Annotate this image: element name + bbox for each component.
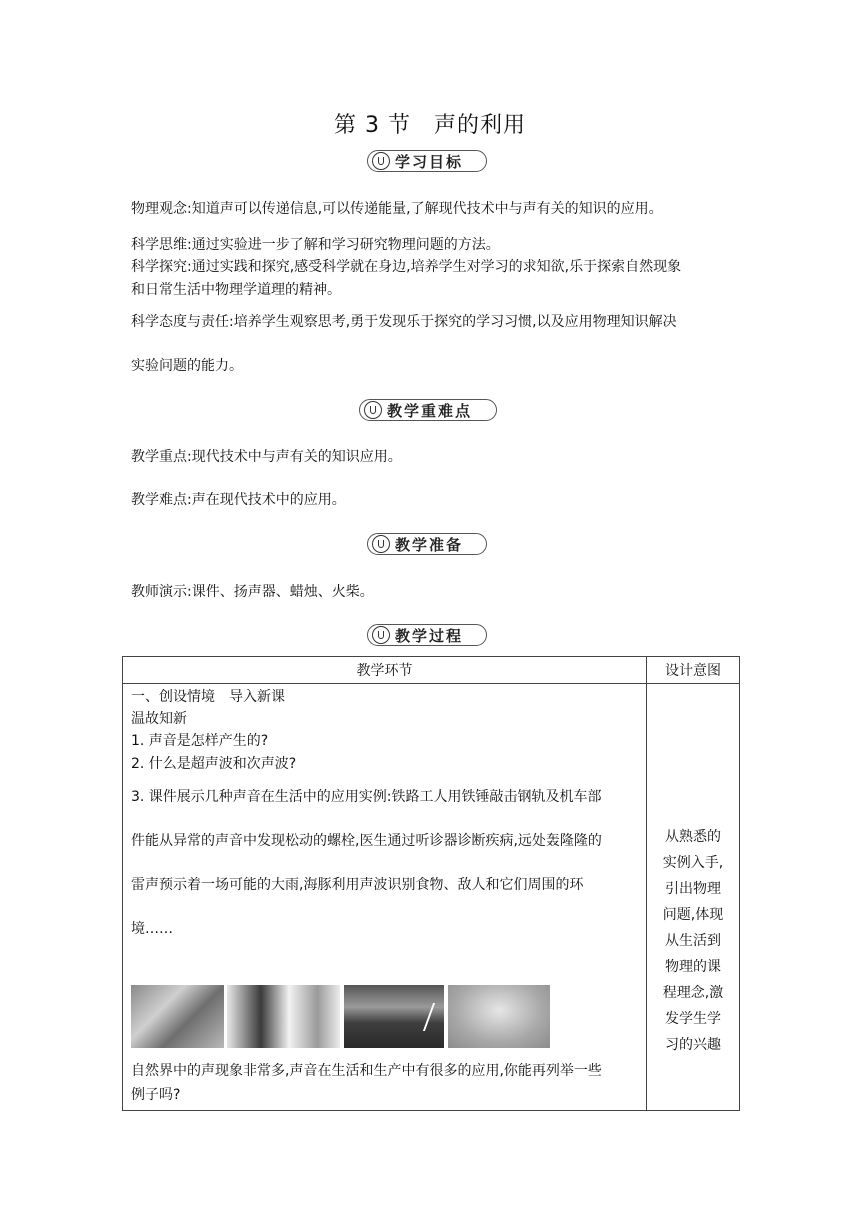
objective-line-2: 科学思维:通过实验进一步了解和学习研究物理问题的方法。 (131, 237, 500, 253)
stage-line: 温故知新 (131, 711, 187, 727)
section-badge-objectives (367, 150, 487, 172)
section-badge-key-points (359, 399, 497, 421)
page-title: 第 3 节 声的利用 (334, 113, 526, 138)
intent-line: 引出物理 (665, 881, 721, 897)
process-table (122, 656, 740, 1111)
stage-line: 3. 课件展示几种声音在生活中的应用实例:铁路工人用铁锤敲击钢轨及机车部 (131, 789, 602, 805)
key-point-focus: 教学重点:现代技术中与声有关的知识应用。 (131, 449, 402, 465)
section-icon (372, 626, 390, 644)
lightning-icon (423, 1003, 435, 1031)
photo-thunderstorm (344, 985, 444, 1048)
section-label-objectives: 学习目标 (395, 152, 464, 171)
section-label-process: 教学过程 (395, 626, 464, 645)
intent-line: 问题,体现 (662, 907, 724, 923)
objective-line-3: 科学探究:通过实践和探究,感受科学就在身边,培养学生对学习的求知欲,乐于探索自然现象 (131, 259, 682, 275)
stage-line: 雷声预示着一场可能的大雨,海豚利用声波识别食物、敌人和它们周围的环 (131, 877, 584, 893)
intent-cell (647, 684, 740, 1111)
intent-line: 实例入手, (662, 855, 724, 871)
intent-line: 物理的课 (665, 959, 721, 975)
section-label-preparation: 教学准备 (395, 535, 464, 554)
intent-text (655, 824, 731, 1058)
stage-cell (123, 684, 647, 1111)
intent-line: 从生活到 (665, 933, 721, 949)
table-header-stage: 教学环节 (123, 657, 647, 684)
objective-line-5: 科学态度与责任:培养学生观察思考,勇于发现乐于探究的学习习惯,以及应用物理知识解决 (131, 314, 677, 330)
stage-line: 境…… (131, 921, 173, 937)
section-icon (372, 535, 390, 553)
section-badge-preparation (367, 533, 487, 555)
stage-line: 2. 什么是超声波和次声波? (131, 756, 297, 772)
section-badge-process (367, 624, 487, 646)
stage-line: 自然界中的声现象非常多,声音在生活和生产中有很多的应用,你能再列举一些 (131, 1063, 602, 1079)
objective-line-4: 和日常生活中物理学道理的精神。 (131, 282, 341, 298)
table-header-intent: 设计意图 (647, 657, 740, 684)
intent-line: 从熟悉的 (665, 829, 721, 845)
intent-line: 发学生学 (665, 1011, 721, 1027)
objective-line-1: 物理观念:知道声可以传递信息,可以传递能量,了解现代技术中与声有关的知识的应用。 (131, 201, 663, 217)
photo-doctor-stethoscope (227, 985, 340, 1048)
photo-railway-worker (131, 985, 224, 1048)
intent-line: 习的兴趣 (665, 1037, 721, 1053)
stage-line: 一、创设情境 导入新课 (131, 689, 285, 705)
photo-dolphins (448, 985, 550, 1048)
intent-line: 程理念,激 (662, 985, 724, 1001)
preparation-text: 教师演示:课件、扬声器、蜡烛、火柴。 (131, 584, 374, 600)
section-label-key-points: 教学重难点 (387, 401, 473, 420)
section-icon (364, 401, 382, 419)
stage-line: 件能从异常的声音中发现松动的螺栓,医生通过听诊器诊断疾病,远处轰隆隆的 (131, 833, 602, 849)
key-point-difficulty: 教学难点:声在现代技术中的应用。 (131, 492, 346, 508)
objective-line-6: 实验问题的能力。 (131, 358, 243, 374)
stage-line: 1. 声音是怎样产生的? (131, 733, 269, 749)
section-icon (372, 152, 390, 170)
stage-line: 例子吗? (131, 1087, 181, 1103)
